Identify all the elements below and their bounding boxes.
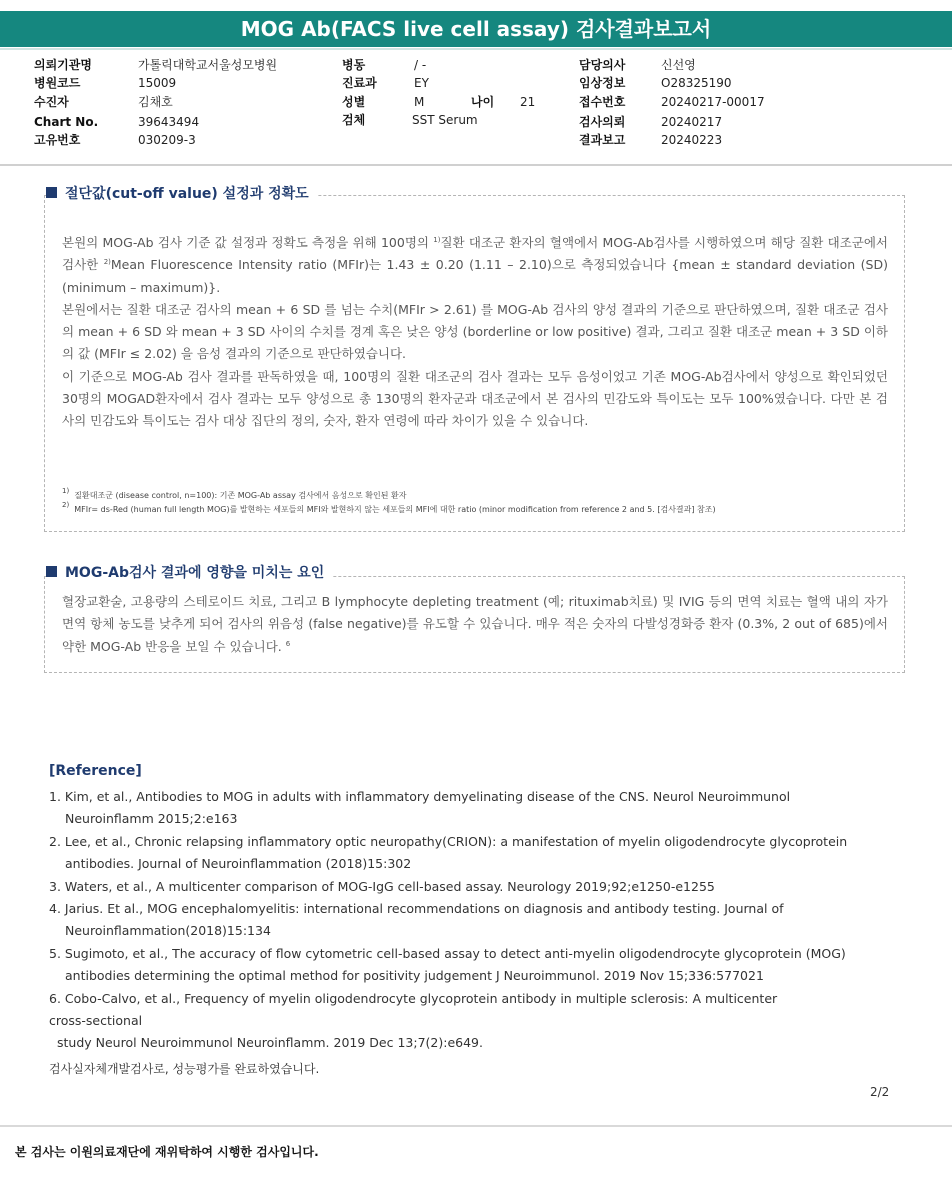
hospital-code-value: 15009 <box>138 76 177 90</box>
bottom-note: 본 검사는 이원의료재단에 재위탁하여 시행한 검사입니다. <box>15 1145 319 1159</box>
ward-label: 병동 <box>342 58 366 72</box>
info-row-3 <box>0 93 952 112</box>
section1-paragraph-3: 이 기준으로 MOG-Ab 검사 결과를 판독하였을 때, 100명의 질환 대조군의 검사 결과는 모두 음성이었고 기존 MOG-Ab검사에서 양성으로 확인되었던 30명의 MOGAD환자에서 검사 결과는 모두 양성으로 총 130명의 환자군과 대조군에서 본 검사의 민감도와 특이도는 모두 100%였습니다. 다만 본 검사의 민감도와 특이도는 검사 대상 집단의 정의, 숫자, 환자 연령에 따라 차이가 있을 수 있습니다. <box>62 368 888 429</box>
info-row-1 <box>0 56 952 75</box>
sex-label: 성별 <box>342 95 366 109</box>
unique-no-label: 고유번호 <box>34 133 81 147</box>
report-date-value: 20240223 <box>661 133 723 147</box>
footnote-1-text: 질환대조군 (disease control, n=100): 기존 MOG-Ab assay 검사에서 음성으로 확인된 환자 <box>74 491 407 500</box>
clinical-info-value: O28325190 <box>661 76 732 90</box>
receipt-no-label: 접수번호 <box>579 95 626 109</box>
footnote-1 <box>62 489 406 503</box>
reference-line: antibodies. Journal of Neuroinflammation (2018)15:302 <box>65 856 412 872</box>
institution-label: 의뢰기관명 <box>34 58 92 72</box>
hospital-code-label: 병원코드 <box>34 76 81 90</box>
reference-line: 5. Sugimoto, et al., The accuracy of flow cytometric cell-based assay to detect anti-myelin oligodendrocyte glycoprotein (MOG) <box>49 945 846 961</box>
reference-list <box>49 786 899 1055</box>
section2-sup: 6 <box>285 639 291 648</box>
section1-body <box>62 232 888 433</box>
square-bullet-icon <box>46 566 57 577</box>
specimen-value: SST Serum <box>412 113 478 127</box>
reference-title: [Reference] <box>49 763 142 779</box>
square-bullet-icon <box>46 187 57 198</box>
clinical-info-label: 임상정보 <box>579 76 626 90</box>
section1-paragraph-1 <box>62 232 888 299</box>
examinee-label: 수진자 <box>34 95 69 109</box>
section2-paragraph <box>62 591 888 658</box>
request-date-label: 검사의뢰 <box>579 115 626 129</box>
reference-line: 6. Cobo-Calvo, et al., Frequency of myelin oligodendrocyte glycoprotein antibody in multiple sclerosis: A multicenter <box>49 990 778 1006</box>
p1-sup-2: 2) <box>103 258 111 267</box>
section2-title-text: MOG-Ab검사 결과에 영향을 미치는 요인 <box>65 565 325 581</box>
p1-sup-1: 1) <box>433 236 441 244</box>
section1-title-text: 절단값(cut-off value) 설정과 정확도 <box>65 186 309 202</box>
ward-value: / - <box>414 58 427 72</box>
info-row-2 <box>0 74 952 93</box>
info-row-5 <box>0 131 952 150</box>
doctor-label: 담당의사 <box>579 58 626 72</box>
p1-part-c: Mean Fluorescence Intensity ratio (MFIr)는 1.43 ± 0.20 (1.11 – 2.10)으로 측정되었습니다 {mean ± standard deviation (SD) (minimum – maximum)}. <box>62 257 888 295</box>
title-divider <box>0 48 952 50</box>
completion-note: 검사실자체개발검사로, 성능평가를 완료하였습니다. <box>49 1062 320 1076</box>
footnote-2 <box>62 503 716 517</box>
bottom-divider <box>0 1125 952 1127</box>
reference-line: 3. Waters, et al., A multicenter comparison of MOG-IgG cell-based assay. Neurology 2019;92;e1250-e1255 <box>49 878 715 894</box>
unique-no-value: 030209-3 <box>138 133 196 147</box>
request-date-value: 20240217 <box>661 115 723 129</box>
examinee-value: 김채호 <box>138 95 173 109</box>
p1-part-b: 질환 대조군 환자의 혈액에서 MOG-Ab검사를 시행하였으며 해당 질환 대조군에서 검사한 <box>62 235 888 273</box>
reference-line: cross-sectional <box>49 1013 143 1029</box>
page-number: 2/2 <box>870 1085 890 1099</box>
p1-part-a: 본원의 MOG-Ab 검사 기준 값 설정과 정확도 측정을 위해 100명의 <box>62 235 434 250</box>
reference-line: study Neurol Neuroimmunol Neuroinflamm. 2019 Dec 13;7(2):e649. <box>57 1035 483 1051</box>
footnote-2-mark: 2) <box>62 501 70 509</box>
reference-line: 4. Jarius. Et al., MOG encephalomyelitis: international recommendations on diagnosis and antibody testing. Journal of <box>49 901 784 917</box>
section1-title <box>46 184 317 204</box>
footnote-2-text: MFIr= ds-Red (human full length MOG)를 발현하는 세포들의 MFI와 발현하지 않는 세포들의 MFI에 대한 ratio (minor modification from reference 2 and 5. [검사결과] 참조) <box>74 505 716 514</box>
info-row-4 <box>0 113 952 132</box>
department-label: 진료과 <box>342 76 377 90</box>
doctor-value: 신선영 <box>661 58 696 72</box>
chart-no-value: 39643494 <box>138 115 200 129</box>
reference-line: antibodies determining the optimal method for positivity judgement J Neuroimmunol. 2019 Nov 15;336:577021 <box>65 968 764 984</box>
chart-no-label: Chart No. <box>34 115 99 129</box>
age-label: 나이 <box>471 95 495 109</box>
department-value: EY <box>414 76 429 90</box>
report-title: MOG Ab(FACS live cell assay) 검사결과보고서 <box>0 11 952 47</box>
section2-title <box>46 563 332 583</box>
sex-value: M <box>414 95 425 109</box>
reference-line: 1. Kim, et al., Antibodies to MOG in adults with inflammatory demyelinating disease of the CNS. Neurol Neuroimmunol <box>49 789 791 804</box>
specimen-label: 검체 <box>342 113 366 127</box>
section2-text: 혈장교환술, 고용량의 스테로이드 치료, 그리고 B lymphocyte depleting treatment (예; rituximab치료) 및 IVIG 등의 면역 치료는 혈액 내의 자가면역 항체 농도를 낮추게 되어 검사의 위음성 (false negative)를 유도할 수 있습니다. 매우 적은 숫자의 다발성경화증 환자 (0.3%, 2 out of 685)에서 약한 MOG-Ab 반응을 보일 수 있습니다. <box>62 594 888 654</box>
reference-line: Neuroinflamm 2015;2:e163 <box>65 811 238 827</box>
footnote-1-mark: 1) <box>62 487 70 495</box>
reference-line: 2. Lee, et al., Chronic relapsing inflammatory optic neuropathy(CRION): a manifestation of myelin oligodendrocyte glycoprotein <box>49 833 848 849</box>
reference-line: Neuroinflammation(2018)15:134 <box>65 923 271 939</box>
section2-body <box>62 591 888 658</box>
age-value: 21 <box>520 95 536 109</box>
section1-paragraph-2: 본원에서는 질환 대조군 검사의 mean + 6 SD 를 넘는 수치(MFIr > 2.61) 를 MOG-Ab 검사의 양성 결과의 기준으로 판단하였으며, 질환 대조군 검사의 mean + 6 SD 와 mean + 3 SD 사이의 수치를 경계 혹은 낮은 양성 (borderline or low positive) 결과, 그리고 질환 대조군 mean + 3 SD 이하의 값 (MFIr ≤ 2.02) 을 음성 결과의 기준으로 판단하였습니다. <box>62 301 888 362</box>
institution-value: 가톨릭대학교서울성모병원 <box>138 58 278 72</box>
receipt-no-value: 20240217-00017 <box>661 95 765 109</box>
report-date-label: 결과보고 <box>579 133 626 147</box>
info-divider <box>0 164 952 166</box>
